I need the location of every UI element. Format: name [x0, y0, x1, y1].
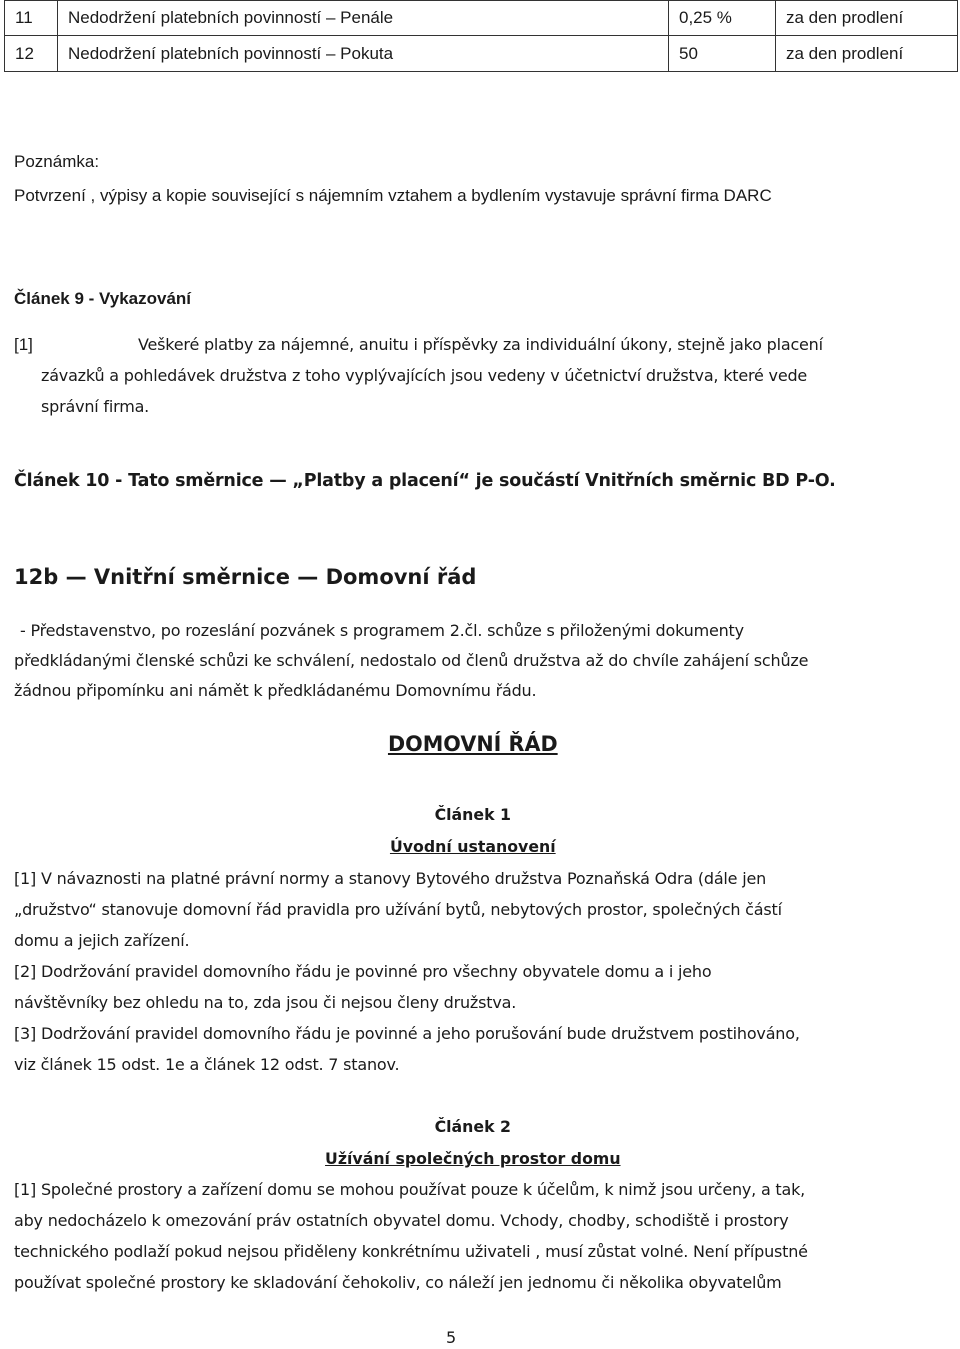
- article2-title: Článek 2: [434, 1117, 512, 1136]
- note-text: Potvrzení , výpisy a kopie související s nájemním vztahem a bydlením vystavuje správní firma DARC: [14, 186, 772, 205]
- row-value: 50: [669, 36, 776, 72]
- article2-paragraph-line: technického podlaží pokud nejsou přiděleny konkrétnímu uživateli , musí zůstat volné. Není přípustné: [14, 1242, 808, 1261]
- section12b-line: předkládanými členské schůzi ke schválení, nedostalo od členů družstva až do chvíle zahájení schůze: [14, 651, 809, 670]
- row-number: 11: [5, 1, 58, 36]
- row-unit: za den prodlení: [776, 36, 958, 72]
- article1-paragraph-line: domu a jejich zařízení.: [14, 931, 190, 950]
- table-row: [5, 36, 958, 72]
- section12b-line: - Představenstvo, po rozeslání pozvánek s programem 2.čl. schůze s přiloženými dokumenty: [20, 621, 744, 640]
- page-number: 5: [446, 1328, 456, 1347]
- article1-paragraph-line: [3] Dodržování pravidel domovního řádu je povinné a jeho porušování bude družstvem postihováno,: [14, 1024, 800, 1043]
- article1-paragraph-line: [1] V návaznosti na platné právní normy a stanovy Bytového družstva Poznaňská Odra (dále jen: [14, 869, 767, 888]
- section12b-heading: 12b — Vnitřní směrnice — Domovní řád: [14, 565, 477, 589]
- row-value: 0,25 %: [669, 1, 776, 36]
- note-label: Poznámka:: [14, 152, 100, 171]
- article9-line: závazků a pohledávek družstva z toho vyplývajících jsou vedeny v účetnictví družstva, které vede: [41, 366, 808, 385]
- section12b-line: žádnou připomínku ani námět k předkládanému Domovnímu řádu.: [14, 681, 537, 700]
- article1-title: Článek 1: [434, 805, 512, 824]
- row-number: 12: [5, 36, 58, 72]
- article9-line: Veškeré platby za nájemné, anuitu i příspěvky za individuální úkony, stejně jako placení: [138, 335, 823, 354]
- article9-heading: Článek 9 - Vykazování: [14, 289, 192, 308]
- article1-paragraph-line: [2] Dodržování pravidel domovního řádu je povinné pro všechny obyvatele domu a i jeho: [14, 962, 712, 981]
- article2-paragraph-line: aby nedocházelo k omezování práv ostatních obyvatel domu. Vchody, chodby, schodiště i prostory: [14, 1211, 789, 1230]
- row-description: Nedodržení platebních povinností – Pokuta: [58, 36, 669, 72]
- row-unit: za den prodlení: [776, 1, 958, 36]
- article1-paragraph-line: „družstvo“ stanovuje domovní řád pravidla pro užívání bytů, nebytových prostor, společných částí: [14, 900, 782, 919]
- article1-paragraph-line: viz článek 15 odst. 1e a článek 12 odst. 7 stanov.: [14, 1055, 400, 1074]
- article9-number: [1]: [14, 335, 33, 354]
- article2-paragraph-line: [1] Společné prostory a zařízení domu se mohou používat pouze k účelům, k nimž jsou určeny, a tak,: [14, 1180, 806, 1199]
- article2-paragraph-line: používat společné prostory ke skladování čehokoliv, co náleží jen jednomu či několika obyvatelům: [14, 1273, 782, 1292]
- row-description: Nedodržení platebních povinností – Penále: [58, 1, 669, 36]
- article2-subtitle: Užívání společných prostor domu: [325, 1149, 621, 1168]
- article10-heading: Článek 10 - Tato směrnice — „Platby a placení“ je součástí Vnitřních směrnic BD P-O.: [14, 471, 836, 491]
- article1-paragraph-line: návštěvníky bez ohledu na to, zda jsou či nejsou členy družstva.: [14, 993, 517, 1012]
- article9-line: správní firma.: [41, 397, 150, 416]
- article1-subtitle: Úvodní ustanovení: [389, 837, 556, 856]
- document-title: DOMOVNÍ ŘÁD: [387, 732, 558, 756]
- fees-table: [4, 0, 958, 72]
- table-row: [5, 1, 958, 36]
